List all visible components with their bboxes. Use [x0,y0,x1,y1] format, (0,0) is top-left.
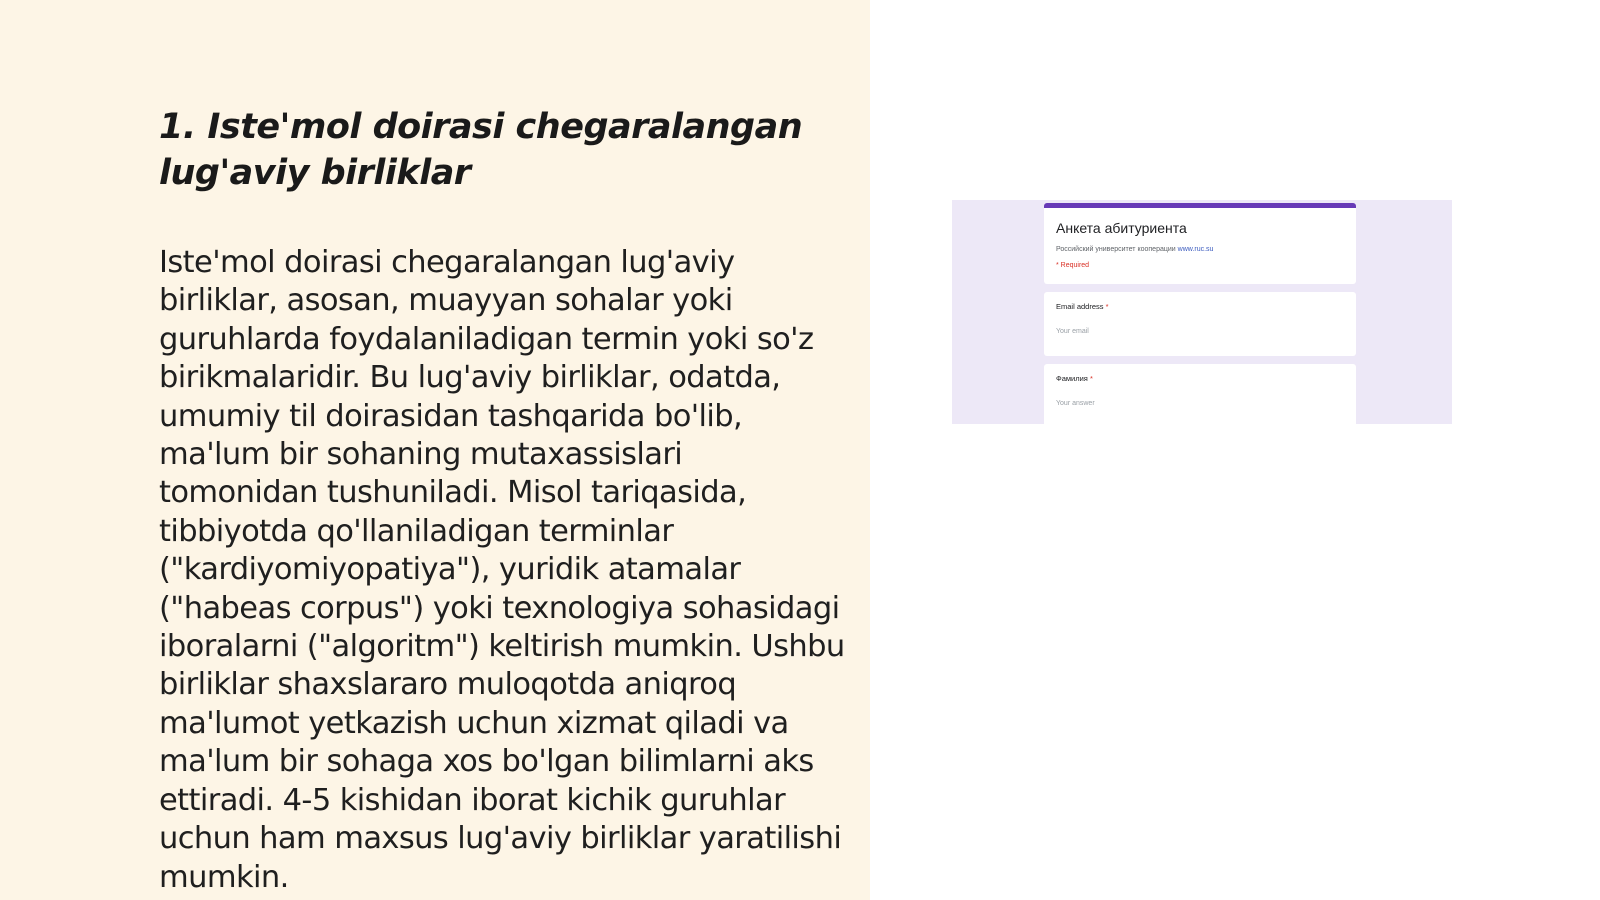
form-field-email [1044,292,1356,356]
form-description-text: Российский университет кооперации [1056,246,1176,253]
field-label [1056,302,1109,311]
required-star: * [1089,374,1093,383]
form-required-note: * Required [1056,262,1090,269]
form-description-link: www.ruc.su [1177,246,1214,253]
field-placeholder: Your email [1056,328,1089,335]
field-label-text: Фамилия [1056,374,1088,383]
form-title: Анкета абитуриента [1056,220,1187,236]
form-header-card [1044,203,1356,284]
slide-title: 1. Iste'mol doirasi chegaralangan lug'aviy birliklar [159,107,803,193]
form-description [1056,246,1213,253]
slide-body-text: Iste'mol doirasi chegaralangan lug'aviy birliklar, asosan, muayyan sohalar yoki guruhlarda foydalaniladigan termin yoki so'z birikmalaridir. Bu lug'aviy birliklar, odatda, umumiy til doirasidan tashqarida bo'lib, ma'lum bir sohaning mutaxassislari tomonidan tushuniladi. Misol tariqasida, tibbiyotda qo'llaniladigan terminlar ("kardiyomiyopatiya"), yuridik atamalar ("habeas corpus") yoki texnologiya sohasidagi iboralarni ("algoritm") keltirish mumkin. Ushbu birliklar shaxslararo muloqotda aniqroq ma'lumot yetkazish uchun xizmat qiladi va ma'lum bir sohaga xos bo'lgan bilimlarni aks ettiradi. 4-5 kishidan iborat kichik guruhlar uchun ham maxsus lug'aviy birliklar yaratilishi mumkin. [159,245,845,895]
required-star: * [1105,302,1109,311]
form-screenshot [952,200,1452,424]
field-label-text: Email address [1056,302,1104,311]
field-placeholder: Your answer [1056,400,1095,407]
image-panel [870,0,1600,900]
form-field-surname [1044,364,1356,424]
field-label [1056,374,1093,383]
form-column [1044,203,1356,424]
